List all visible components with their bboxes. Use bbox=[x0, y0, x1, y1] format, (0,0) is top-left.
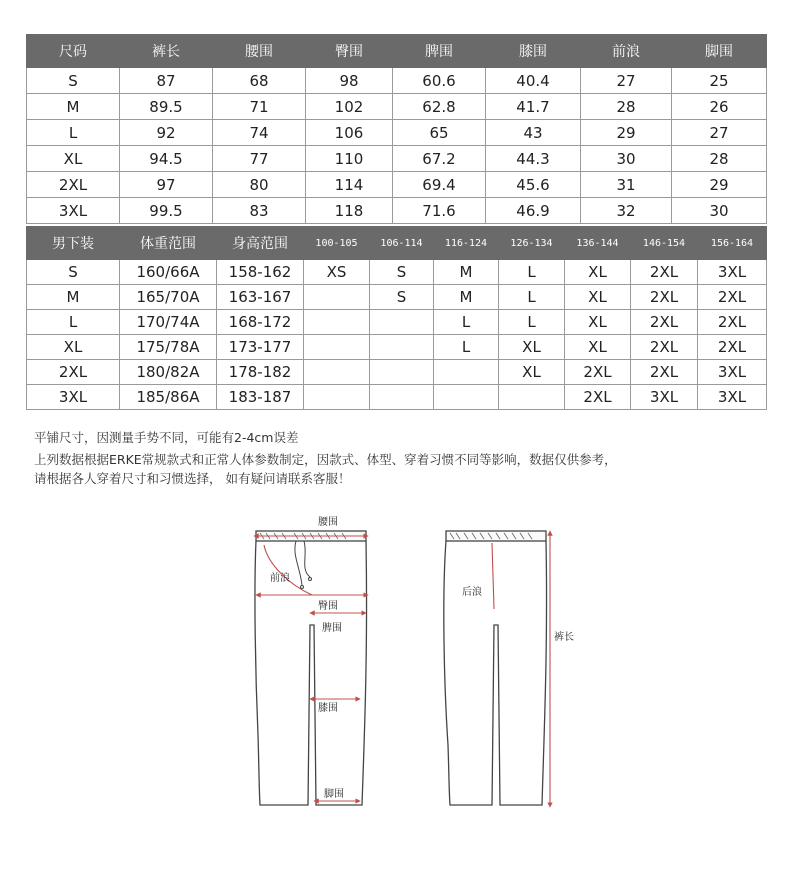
size-row-cell: 68 bbox=[213, 68, 306, 94]
mapping-row-cell: 2XL bbox=[631, 360, 698, 385]
mapping-row-cell: L bbox=[27, 310, 120, 335]
mapping-row-cell: 175/78A bbox=[120, 335, 217, 360]
mapping-row-cell: 2XL bbox=[631, 335, 698, 360]
label-hem: 脚围 bbox=[324, 789, 344, 800]
size-row-cell: 43 bbox=[486, 120, 581, 146]
mapping-row-cell: 2XL bbox=[565, 360, 631, 385]
size-row bbox=[27, 198, 767, 224]
mapping-row-cell bbox=[304, 385, 370, 410]
size-row bbox=[27, 94, 767, 120]
mapping-row-cell: 2XL bbox=[565, 385, 631, 410]
back-pants-outline bbox=[444, 531, 547, 805]
reference-disclaimer-note: 上列数据根据ERKE常规款式和正常人体参数制定，因款式、体型、穿着习惯不同等影响，数据仅供参考， bbox=[34, 452, 617, 467]
mapping-row-cell: 185/86A bbox=[120, 385, 217, 410]
mapping-row-cell bbox=[370, 385, 434, 410]
mapping-row-cell: 3XL bbox=[698, 260, 767, 285]
mapping-row-cell: L bbox=[499, 260, 565, 285]
mapping-row-cell: 2XL bbox=[27, 360, 120, 385]
mapping-row-cell: 165/70A bbox=[120, 285, 217, 310]
mapping-row-cell: 2XL bbox=[698, 335, 767, 360]
mapping-header-cell-6: 126-134 bbox=[499, 227, 565, 260]
size-header-cell-7: 脚围 bbox=[672, 35, 767, 68]
size-row-cell: 99.5 bbox=[120, 198, 213, 224]
size-row-cell: 30 bbox=[581, 146, 672, 172]
pants-measurement-diagram bbox=[230, 505, 574, 815]
size-row bbox=[27, 146, 767, 172]
size-row-cell: 3XL bbox=[27, 198, 120, 224]
mapping-row bbox=[27, 310, 767, 335]
size-row-cell: 41.7 bbox=[486, 94, 581, 120]
mapping-row-cell bbox=[370, 310, 434, 335]
size-row-cell: 28 bbox=[672, 146, 767, 172]
size-row-cell: 77 bbox=[213, 146, 306, 172]
size-row-cell: 46.9 bbox=[486, 198, 581, 224]
mapping-row bbox=[27, 385, 767, 410]
size-header-cell-4: 脾围 bbox=[393, 35, 486, 68]
mapping-table-header-row bbox=[27, 227, 767, 260]
size-row-cell: 28 bbox=[581, 94, 672, 120]
mapping-row-cell: 158-162 bbox=[217, 260, 304, 285]
size-row-cell: L bbox=[27, 120, 120, 146]
mapping-row-cell: 3XL bbox=[631, 385, 698, 410]
size-row-cell: 71.6 bbox=[393, 198, 486, 224]
mapping-row-cell: L bbox=[434, 335, 499, 360]
label-waist: 腰围 bbox=[318, 517, 338, 528]
mapping-row-cell bbox=[304, 360, 370, 385]
mapping-row bbox=[27, 335, 767, 360]
mapping-row-cell: 2XL bbox=[698, 310, 767, 335]
drawstring-icon bbox=[295, 541, 312, 589]
mapping-header-cell-0: 男下装 bbox=[27, 227, 120, 260]
size-row-cell: 94.5 bbox=[120, 146, 213, 172]
mapping-row-cell bbox=[370, 335, 434, 360]
size-row-cell: 118 bbox=[306, 198, 393, 224]
mapping-row-cell: 163-167 bbox=[217, 285, 304, 310]
size-row-cell: 97 bbox=[120, 172, 213, 198]
size-row-cell: 27 bbox=[672, 120, 767, 146]
size-header-cell-2: 腰围 bbox=[213, 35, 306, 68]
mapping-row-cell: S bbox=[27, 260, 120, 285]
mapping-row-cell: XL bbox=[565, 310, 631, 335]
mapping-row-cell bbox=[370, 360, 434, 385]
size-row-cell: M bbox=[27, 94, 120, 120]
label-thigh: 脾围 bbox=[322, 623, 342, 634]
contact-service-note: 请根据各人穿着尺寸和习惯选择， 如有疑问请联系客服！ bbox=[34, 471, 351, 486]
mapping-header-cell-2: 身高范围 bbox=[217, 227, 304, 260]
mapping-row bbox=[27, 360, 767, 385]
size-row-cell: 26 bbox=[672, 94, 767, 120]
mapping-row-cell: 3XL bbox=[27, 385, 120, 410]
label-knee: 膝围 bbox=[318, 703, 338, 714]
size-row-cell: 65 bbox=[393, 120, 486, 146]
size-row bbox=[27, 68, 767, 94]
mapping-row-cell: 168-172 bbox=[217, 310, 304, 335]
size-row-cell: 69.4 bbox=[393, 172, 486, 198]
size-row-cell: 114 bbox=[306, 172, 393, 198]
size-row-cell: XL bbox=[27, 146, 120, 172]
label-front-rise: 前浪 bbox=[270, 573, 290, 584]
size-row-cell: 30 bbox=[672, 198, 767, 224]
mapping-row-cell: 178-182 bbox=[217, 360, 304, 385]
size-row-cell: 87 bbox=[120, 68, 213, 94]
size-row-cell: 102 bbox=[306, 94, 393, 120]
size-row-cell: 110 bbox=[306, 146, 393, 172]
size-row-cell: 60.6 bbox=[393, 68, 486, 94]
mapping-row-cell bbox=[434, 385, 499, 410]
mapping-header-cell-1: 体重范围 bbox=[120, 227, 217, 260]
mapping-row-cell: 2XL bbox=[698, 285, 767, 310]
mapping-header-cell-3: 100-105 bbox=[304, 227, 370, 260]
size-row bbox=[27, 172, 767, 198]
size-header-cell-6: 前浪 bbox=[581, 35, 672, 68]
size-chart-table bbox=[26, 34, 767, 224]
size-table-header-row bbox=[27, 35, 767, 68]
mapping-row-cell: 3XL bbox=[698, 360, 767, 385]
size-row-cell: 32 bbox=[581, 198, 672, 224]
mapping-row-cell: 2XL bbox=[631, 310, 698, 335]
mapping-row-cell: S bbox=[370, 260, 434, 285]
size-row-cell: 40.4 bbox=[486, 68, 581, 94]
size-row-cell: 89.5 bbox=[120, 94, 213, 120]
size-row bbox=[27, 120, 767, 146]
mapping-row-cell: M bbox=[434, 285, 499, 310]
mapping-row-cell bbox=[304, 285, 370, 310]
label-hip: 臀围 bbox=[318, 601, 338, 612]
size-row-cell: 44.3 bbox=[486, 146, 581, 172]
back-measure-lines bbox=[492, 533, 550, 805]
size-row-cell: 29 bbox=[672, 172, 767, 198]
mapping-row-cell: XL bbox=[565, 260, 631, 285]
size-row-cell: 67.2 bbox=[393, 146, 486, 172]
size-row-cell: 71 bbox=[213, 94, 306, 120]
mapping-row-cell: 160/66A bbox=[120, 260, 217, 285]
mapping-row-cell: L bbox=[499, 285, 565, 310]
size-row-cell: 80 bbox=[213, 172, 306, 198]
label-back-rise: 后浪 bbox=[462, 587, 482, 598]
mapping-row-cell: 180/82A bbox=[120, 360, 217, 385]
mapping-row-cell bbox=[304, 310, 370, 335]
mapping-row-cell: 170/74A bbox=[120, 310, 217, 335]
size-header-cell-3: 臀围 bbox=[306, 35, 393, 68]
mapping-row-cell: M bbox=[434, 260, 499, 285]
size-row-cell: 25 bbox=[672, 68, 767, 94]
size-row-cell: 74 bbox=[213, 120, 306, 146]
size-row-cell: S bbox=[27, 68, 120, 94]
size-recommendation-table bbox=[26, 226, 767, 410]
mapping-row-cell: XL bbox=[499, 335, 565, 360]
mapping-row-cell: XS bbox=[304, 260, 370, 285]
mapping-header-cell-9: 156-164 bbox=[698, 227, 767, 260]
size-header-cell-5: 膝围 bbox=[486, 35, 581, 68]
mapping-row-cell: XL bbox=[27, 335, 120, 360]
size-row-cell: 45.6 bbox=[486, 172, 581, 198]
size-row-cell: 92 bbox=[120, 120, 213, 146]
mapping-row-cell bbox=[304, 335, 370, 360]
size-header-cell-0: 尺码 bbox=[27, 35, 120, 68]
mapping-row-cell: S bbox=[370, 285, 434, 310]
mapping-row-cell: L bbox=[499, 310, 565, 335]
mapping-header-cell-5: 116-124 bbox=[434, 227, 499, 260]
mapping-row-cell: XL bbox=[499, 360, 565, 385]
size-row-cell: 62.8 bbox=[393, 94, 486, 120]
size-row-cell: 31 bbox=[581, 172, 672, 198]
mapping-row bbox=[27, 285, 767, 310]
size-row-cell: 106 bbox=[306, 120, 393, 146]
mapping-row-cell bbox=[499, 385, 565, 410]
size-row-cell: 98 bbox=[306, 68, 393, 94]
mapping-row-cell: XL bbox=[565, 285, 631, 310]
mapping-header-cell-7: 136-144 bbox=[565, 227, 631, 260]
size-row-cell: 27 bbox=[581, 68, 672, 94]
measurement-error-note: 平铺尺寸，因测量手势不同，可能有2-4cm误差 bbox=[34, 430, 299, 445]
size-row-cell: 29 bbox=[581, 120, 672, 146]
size-row-cell: 83 bbox=[213, 198, 306, 224]
mapping-row-cell: XL bbox=[565, 335, 631, 360]
mapping-row-cell: 183-187 bbox=[217, 385, 304, 410]
mapping-row-cell: 2XL bbox=[631, 260, 698, 285]
mapping-row-cell: 2XL bbox=[631, 285, 698, 310]
mapping-header-cell-4: 106-114 bbox=[370, 227, 434, 260]
mapping-row-cell: M bbox=[27, 285, 120, 310]
mapping-row-cell: 173-177 bbox=[217, 335, 304, 360]
mapping-row bbox=[27, 260, 767, 285]
size-row-cell: 2XL bbox=[27, 172, 120, 198]
mapping-row-cell bbox=[434, 360, 499, 385]
label-length: 裤长 bbox=[554, 632, 574, 643]
mapping-header-cell-8: 146-154 bbox=[631, 227, 698, 260]
mapping-row-cell: L bbox=[434, 310, 499, 335]
mapping-row-cell: 3XL bbox=[698, 385, 767, 410]
size-header-cell-1: 裤长 bbox=[120, 35, 213, 68]
